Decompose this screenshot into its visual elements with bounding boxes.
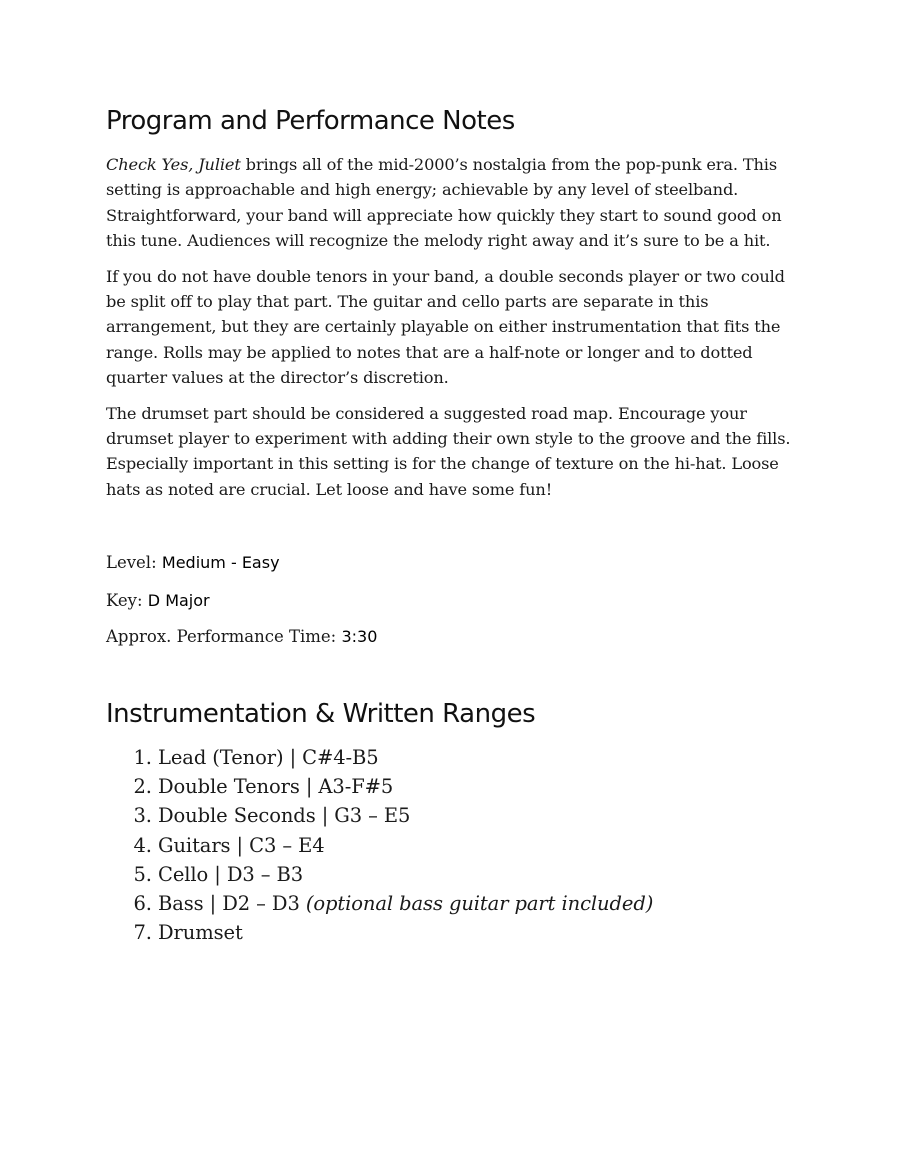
list-item [158,772,653,801]
instrument-range: Double Seconds | G3 – E5 [158,804,411,828]
piece-title: Check Yes, Juliet [106,155,241,174]
list-item [158,860,653,889]
performance-time-line [106,627,377,646]
performance-time-label: Approx. Performance Time: [106,627,342,646]
level-label: Level: [106,553,162,572]
program-notes-body [106,152,796,512]
key-value: D Major [147,591,210,610]
instrument-range: Cello | D3 – B3 [158,862,304,886]
instrument-range: Drumset [158,921,243,945]
instrument-range: Lead (Tenor) | C#4-B5 [158,746,379,769]
notes-paragraph-3: The drumset part should be considered a suggested road map. Encourage your drumset player to experiment with adding their own style to the groove and the fills. Especially important in this setting is for the change of texture on the hi-hat. Loose hats as noted are crucial. Let loose and have some fun! [106,403,791,499]
instrument-range: Bass | D2 – D3 [158,892,306,916]
performance-time-value: 3:30 [341,627,378,646]
notes-paragraph-2: If you do not have double tenors in your band, a double seconds player or two could be split off to play that part. The guitar and cello parts are separate in this arrangement, but they are certainly playable on either instrumentation that fits the range. Rolls may be applied to notes that are a half-note or longer and to dotted quarter values at the director’s discretion. [106,266,785,388]
instrument-range: Double Tenors | A3-F#5 [158,775,394,799]
list-item [158,831,653,860]
paragraph-text: brings all of the mid-2000’s nostalgia from the pop-punk era. This setting is approachable and high energy; achievable by any level of steelband. Straightforward, your band will appreciate how quickly they start to sound good on this tune. Audiences will recognize the melody right away and it’s sure to be a hit. [106,155,782,251]
instrumentation-list [106,743,653,947]
key-label: Key: [106,591,148,610]
instrument-range: Guitars | C3 – E4 [158,833,325,857]
list-item [158,889,653,918]
bass-note: (optional bass guitar part included) [305,892,654,916]
notes-paragraph-1 [106,152,796,254]
list-item [158,801,653,830]
level-value: Medium - Easy [161,553,280,572]
list-item [158,743,653,772]
program-notes-heading: Program and Performance Notes [106,106,515,136]
level-line [106,553,280,572]
key-line [106,591,210,610]
instrumentation-heading: Instrumentation & Written Ranges [106,699,536,729]
list-item [158,918,653,947]
